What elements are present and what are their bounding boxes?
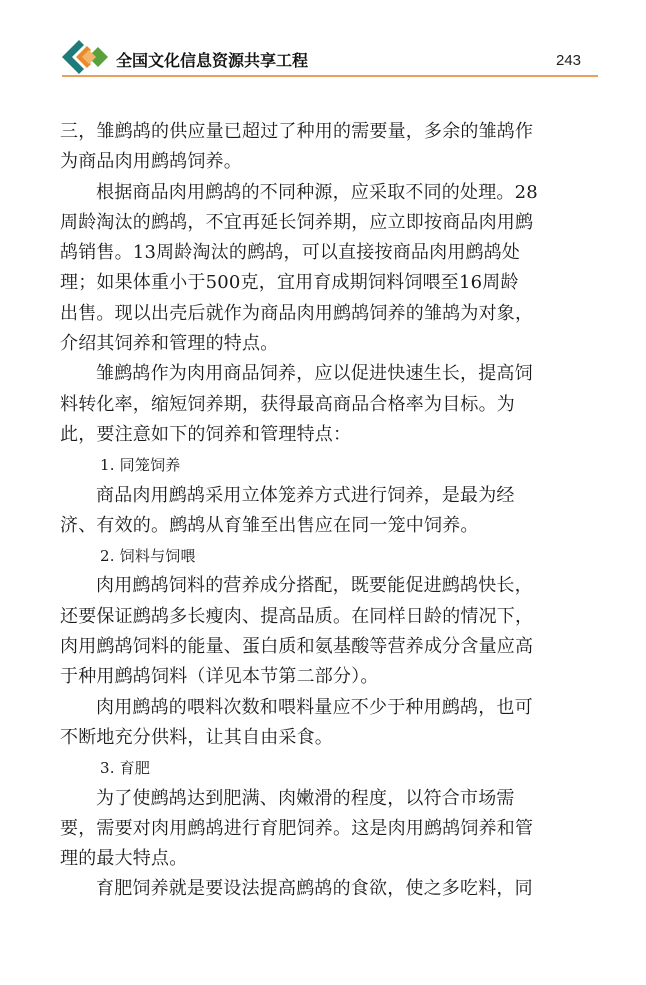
text-line: 此，要注意如下的饲养和管理特点： <box>60 423 352 445</box>
body-text <box>60 117 580 905</box>
text-line: 雏鹧鸪作为肉用商品饲养，应以促进快速生长，提高饲 <box>96 363 533 385</box>
text-line: 出售。现以出壳后就作为商品肉用鹧鸪饲养的雏鸪为对象， <box>60 302 534 324</box>
text-line: 三，雏鹧鸪的供应量已超过了种用的需要量，多余的雏鸪作 <box>60 121 534 142</box>
text-line: 要，需要对肉用鹧鸪进行育肥饲养。这是肉用鹧鸪饲养和管 <box>60 817 534 839</box>
page-number: 243 <box>556 52 582 69</box>
text-line: 商品肉用鹧鸪采用立体笼养方式进行饲养，是最为经 <box>96 484 515 506</box>
text-line: 为商品肉用鹧鸪饲养。 <box>60 151 242 173</box>
section-heading: 3. 育肥 <box>100 759 151 778</box>
section-heading: 1. 同笼饲养 <box>100 456 181 475</box>
text-line: 济、有效的。鹧鸪从育雏至出售应在同一笼中饲养。 <box>60 514 479 536</box>
text-line: 肉用鹧鸪饲料的营养成分搭配，既要能促进鹧鸪快长， <box>96 575 533 597</box>
text-line: 介绍其饲养和管理的特点。 <box>60 333 279 355</box>
section-heading: 2. 饲料与饲喂 <box>100 547 196 566</box>
text-line: 理的最大特点。 <box>60 848 188 870</box>
text-line: 料转化率，缩短饲养期，获得最高商品合格率为目标。为 <box>60 393 515 415</box>
text-line: 肉用鹧鸪的喂料次数和喂料量应不少于种用鹧鸪，也可 <box>96 696 533 718</box>
header-rule <box>62 75 598 77</box>
text-line: 为了使鹧鸪达到肥满、肉嫩滑的程度，以符合市场需 <box>96 787 515 809</box>
page-header <box>0 0 646 80</box>
text-line: 周龄淘汰的鹧鸪，不宜再延长饲养期，应立即按商品肉用鹧 <box>60 211 534 233</box>
text-line: 理；如果体重小于500克，宜用育成期饲料饲喂至16周龄 <box>60 272 519 294</box>
diamond-logo-icon <box>62 40 116 74</box>
text-line: 不断地充分供料，让其自由采食。 <box>60 726 333 748</box>
text-line: 于种用鹧鸪饲料（详见本节第二部分）。 <box>60 666 379 688</box>
text-line: 鸪销售。13周龄淘汰的鹧鸪，可以直接按商品肉用鹧鸪处 <box>60 242 521 264</box>
text-line: 还要保证鹧鸪多长瘦肉、提高品质。在同样日龄的情况下， <box>60 605 534 627</box>
text-line: 肉用鹧鸪饲料的能量、蛋白质和氨基酸等营养成分含量应高 <box>60 636 534 658</box>
text-line: 根据商品肉用鹧鸪的不同种源，应采取不同的处理。28 <box>96 181 538 203</box>
text-line: 育肥饲养就是要设法提高鹧鸪的食欲，使之多吃料，同 <box>96 878 533 900</box>
header-title: 全国文化信息资源共享工程 <box>116 51 309 70</box>
